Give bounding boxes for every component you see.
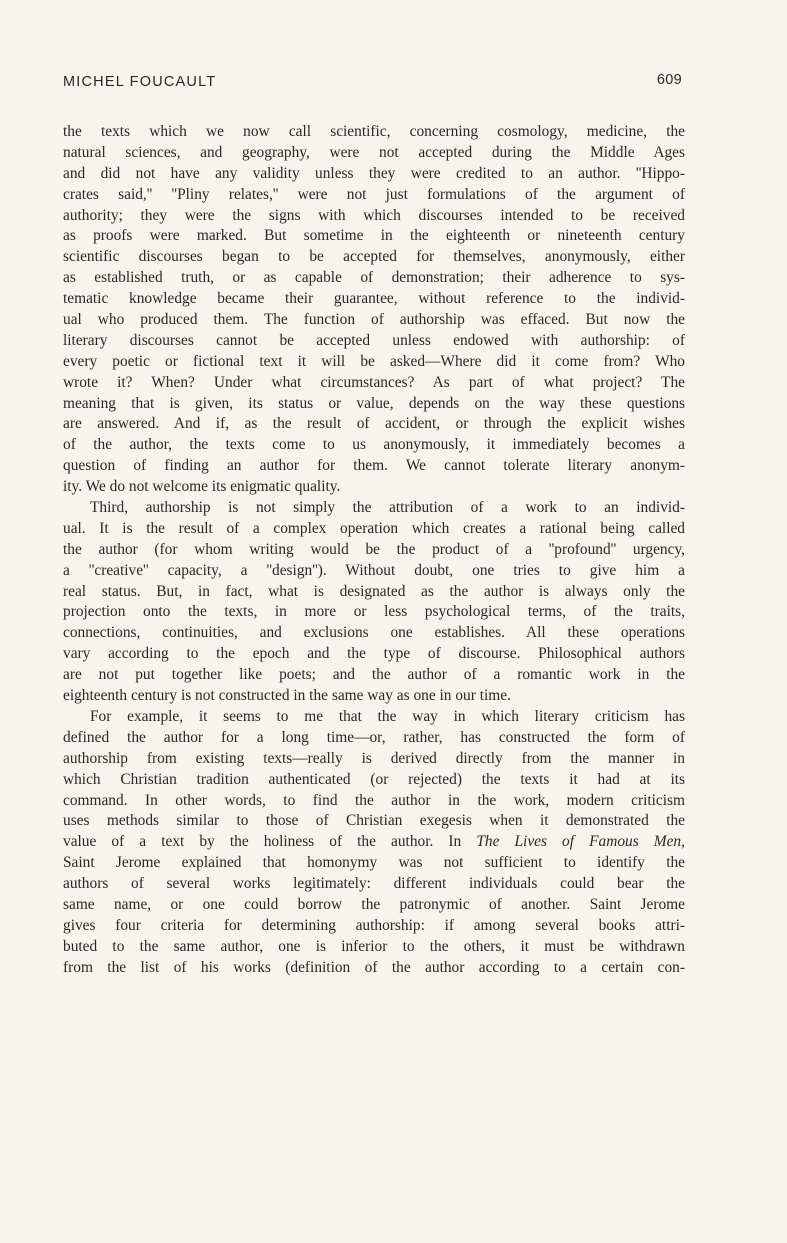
text-line: ity. We do not welcome its enigmatic quality. <box>63 478 341 496</box>
text-line: ual who produced them. The function of authorship was effaced. But now the <box>63 311 685 329</box>
text-line: authors of several works legitimately: different individuals could bear the <box>63 875 685 893</box>
paragraph <box>63 707 685 979</box>
text-line: as established truth, or as capable of demonstration; their adherence to sys- <box>63 269 685 287</box>
text-line: scientific discourses began to be accepted for themselves, anonymously, either <box>63 248 685 266</box>
text-line: ual. It is the result of a complex operation which creates a rational being called <box>63 519 685 537</box>
book-title: The Lives of Famous Men <box>476 833 682 851</box>
paragraph <box>63 498 685 707</box>
text-line: are not put together like poets; and the author of a romantic work in the <box>63 666 685 684</box>
punctuation: , <box>681 833 685 851</box>
text-line: connections, continuities, and exclusions one establishes. All these operations <box>63 624 685 642</box>
text-line: as proofs were marked. But sometime in the eighteenth or nineteenth century <box>63 227 685 245</box>
text-line: of the author, the texts come to us anonymously, it immediately becomes a <box>63 436 685 454</box>
page-number: 609 <box>656 72 682 88</box>
text-line: Third, authorship is not simply the attribution of a work to an individ- <box>90 499 685 517</box>
text-line: authority; they were the signs with which discourses intended to be received <box>63 206 685 224</box>
text-line: a ''creative'' capacity, a ''design''). Without doubt, one tries to give him a <box>63 561 685 579</box>
text-line: the author (for whom writing would be the product of a ''profound'' urgency, <box>63 540 685 558</box>
body-text <box>63 122 685 979</box>
text-line: command. In other words, to find the author in the work, modern criticism <box>63 791 685 809</box>
text-line: defined the author for a long time—or, rather, has constructed the form of <box>63 728 685 746</box>
text-line: crates said,'' ''Pliny relates,'' were not just formulations of the argument of <box>63 185 685 203</box>
text-line: buted to the same author, one is inferior to the others, it must be withdrawn <box>63 937 685 955</box>
text-line: vary according to the epoch and the type of discourse. Philosophical authors <box>63 645 685 663</box>
text-line: tematic knowledge became their guarantee, without reference to the individ- <box>63 290 685 308</box>
text-line: natural sciences, and geography, were not accepted during the Middle Ages <box>63 143 685 161</box>
text-line: projection onto the texts, in more or less psychological terms, of the traits, <box>63 603 685 621</box>
text-line: question of finding an author for them. We cannot tolerate literary anonym- <box>63 457 685 475</box>
text-line: wrote it? When? Under what circumstances? As part of what project? The <box>63 373 685 391</box>
text-line: the texts which we now call scientific, concerning cosmology, medicine, the <box>63 123 685 140</box>
text-line: are answered. And if, as the result of accident, or through the explicit wishes <box>63 415 685 433</box>
text-line: which Christian tradition authenticated (or rejected) the texts it had at its <box>63 770 685 788</box>
text-line: same name, or one could borrow the patronymic of another. Saint Jerome <box>63 895 685 913</box>
text-line: literary discourses cannot be accepted unless endowed with authorship: of <box>63 331 685 349</box>
text-line: value of a text by the holiness of the author. In The Lives of Famous Men, <box>63 833 685 851</box>
text-line: eighteenth century is not constructed in the same way as one in our time. <box>63 687 511 705</box>
text-line: and did not have any validity unless they were credited to an author. ''Hippo- <box>63 164 685 182</box>
text-line: from the list of his works (definition of the author according to a certain con- <box>63 958 685 976</box>
running-head-author: MICHEL FOUCAULT <box>63 74 217 90</box>
running-head <box>63 72 685 94</box>
text-line: every poetic or fictional text it will be asked—Where did it come from? Who <box>63 352 685 370</box>
text-line: For example, it seems to me that the way in which literary criticism has <box>90 707 685 725</box>
text-line: authorship from existing texts—really is derived directly from the manner in <box>63 749 685 767</box>
text-line: gives four criteria for determining authorship: if among several books attri- <box>63 916 685 934</box>
text-line: Saint Jerome explained that homonymy was not sufficient to identify the <box>63 854 685 872</box>
text-line: meaning that is given, its status or value, depends on the way these questions <box>63 394 685 412</box>
text-line: real status. But, in fact, what is designated as the author is always only the <box>63 582 685 600</box>
paragraph <box>63 122 685 498</box>
text-line: uses methods similar to those of Christian exegesis when it demonstrated the <box>63 812 685 830</box>
